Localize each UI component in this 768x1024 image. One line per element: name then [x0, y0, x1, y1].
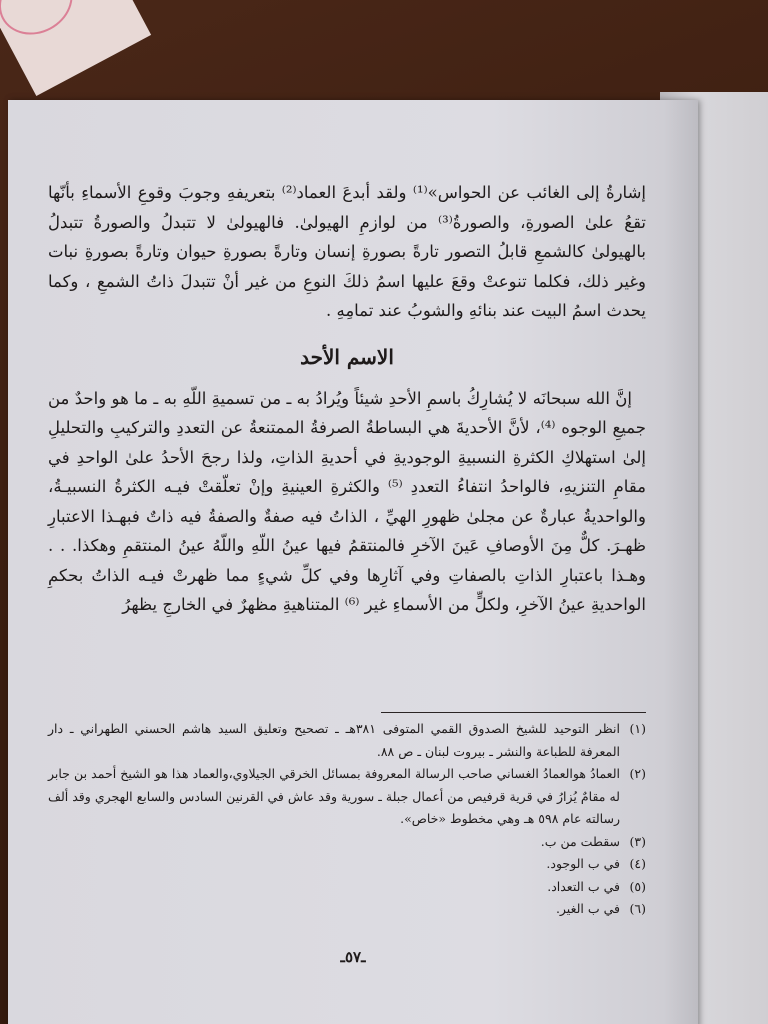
main-text-block: [48, 178, 646, 620]
footnote-number: (١): [629, 721, 646, 736]
footnote-number: (٢): [629, 766, 646, 781]
footnote-item: [48, 718, 646, 763]
footnote-number: (٥): [629, 878, 646, 894]
section-paragraph: إنَّ الله سبحانَه لا يُشارِكُ باسمِ الأحدِ شيئاً ويُرادُ به ـ من تسميةِ اللّهِ به ـ ما هو واحدٌ من جميعِ الوجوه ⁽⁴⁾، لأنَّ الأحديةَ هي البساطةُ الصرفةُ الممتنعةُ عن التعددِ والتركيبِ والتحليلِ إلىٰ استهلاكِ الكثرةِ النسبيةِ الوجوديةِ في أحديةِ الذاتِ، ولذا رجحَ الأحدُ علىٰ الواحدِ في مقامِ التنزيهِ، فالواحدُ انتفاءُ التعددِ ⁽⁵⁾ والكثرةِ العينيةِ وإنْ تعلّقتْ فيـه الكثرةُ النسبيـةُ، والواحديةُ عبارةٌ عن مجلىٰ ظهورِ الهيِّ ، الذاتُ فيه صفةٌ والصفةُ فيه ذاتٌ فبهـذا الاعتبارِ ظهـرَ. كلٌّ مِنَ الأوصافِ عَينَ الآخرِ فالمنتقمُ فيها عينُ اللّهِ واللّهُ عينُ المنتقمِ وهكذا. . . وهـذا باعتبارِ الذاتِ بالصفاتِ وفي آثارِها وفي كلِّ شيءٍ مما ظهرتْ فيـه الذاتُ بحكمِ الواحديةِ عينُ الآخرِ، ولكلٍّ من الأسماءِ غير ⁽⁶⁾ المتناهيةِ مظهرٌ في الخارجِ يظهرُ: [48, 388, 647, 614]
footnote-number: (٣): [629, 833, 646, 849]
footnote-number: (٤): [629, 856, 646, 871]
body-paragraph: إشارةُ إلى الغائب عن الحواس»⁽¹⁾ ولقد أبدعَ العماد⁽²⁾ بتعريفهِ وجوبَ وقوعِ الأسماءِ بأنّها تقعُ علىٰ الصورةِ، والصورةُ⁽³⁾ من لوازمِ الهيولىٰ. فالهيولىٰ لا تتبدلُ والصورةُ تتبدلُ بالهيولىٰ كالشمعِ قابلُ التصور تارةً بصورةِ إنسان وتارةً بصورةِ حيوان وتارةً بصورةِ نبات وغير ذلك، فكلما تنوعتْ وقعَ عليها اسمُ ذلكَ النوعِ من غير أنْ تتبدلَ ذاتُ الشمعِ ، وكما يحدث اسمُ البيت عند بنائهِ والشوبُ عند تمامِهِ .: [48, 183, 647, 320]
page-number: ـ٥٧ـ: [340, 948, 366, 966]
footnote-text: انظر التوحيد للشيخ الصدوق القمي المتوفى ٣٨١هـ ـ تصحيح وتعليق السيد هاشم الحسني الطهراني ـ دار المعرفة للطباعة والنشر ـ بيروت لبنان ـ ص ٨٨.: [48, 721, 620, 759]
footnote-item: [48, 831, 646, 854]
footnote-text: العمادُ هوالعمادُ الغساني صاحب الرسالة المعروفة بمسائل الخرقي الجيلاوي،والعماد هذا هو الشيخ أحمد بن جابر له مقامٌ يُزارُ في قرية قرفيص من أعمال جبلة ـ سورية وقد عاش في القرنين السادس والسابع الهجري وقد ألف رسالته عام ٥٩٨ هـ وهي مخطوط «خاص».: [48, 766, 620, 826]
book-page: [8, 100, 698, 1024]
footnote-text: في ب الوجود.: [546, 856, 620, 871]
footnotes-section: [48, 718, 646, 921]
footnote-text: في ب التعداد.: [547, 878, 620, 894]
footnote-item: [48, 898, 646, 921]
footnote-item: [48, 763, 646, 831]
section-heading: الاسم الأحد: [300, 344, 394, 369]
footnote-divider: [381, 712, 646, 713]
stamp-icon: [0, 0, 84, 47]
footnote-number: (٦): [629, 901, 646, 916]
footnote-text: سقطت من ب.: [540, 833, 620, 849]
footnote-item: [48, 876, 646, 899]
footnote-text: في ب الغير.: [555, 901, 620, 916]
footnote-item: [48, 853, 646, 876]
